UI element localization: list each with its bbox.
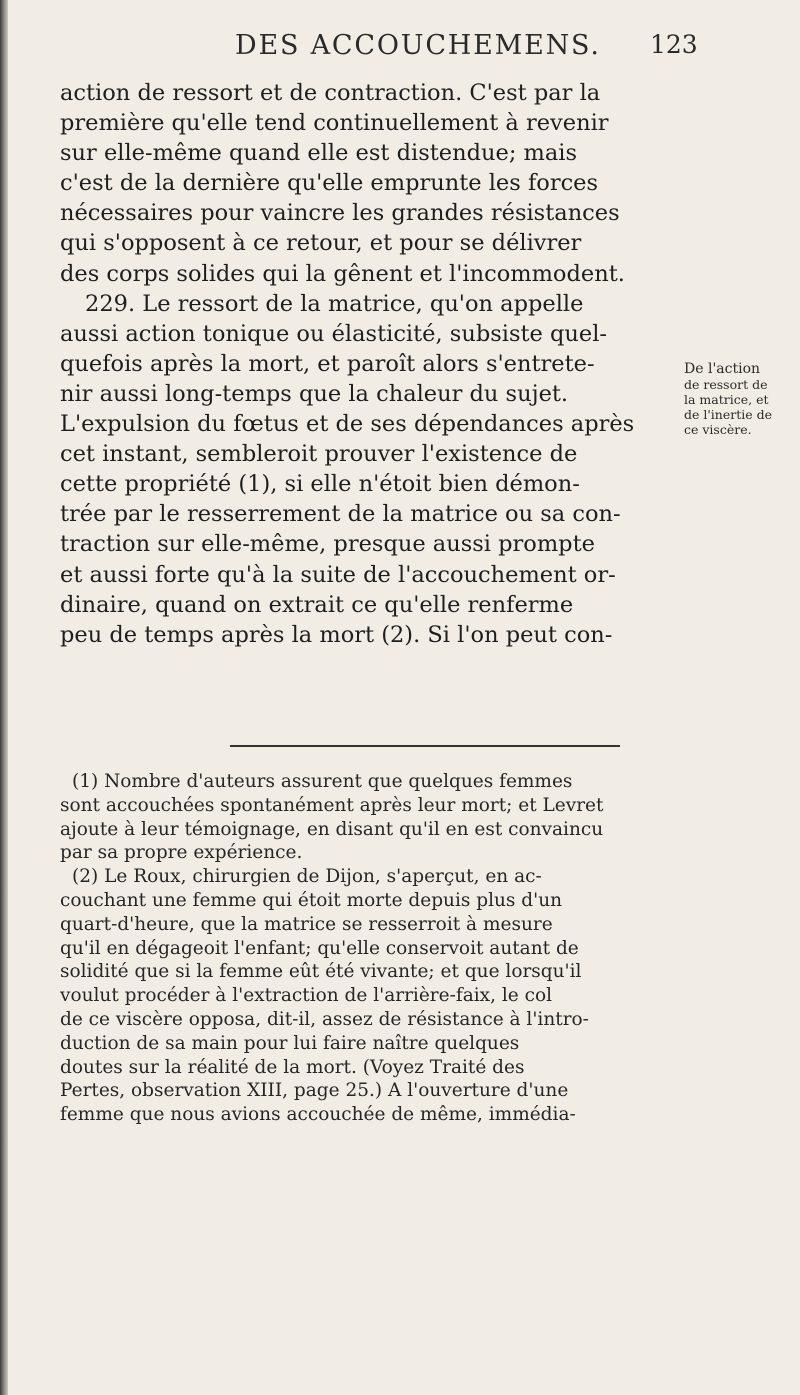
text-line: cet instant, sembleroit prouver l'existence de bbox=[60, 441, 578, 468]
text-line: quefois après la mort, et paroît alors s'entrete- bbox=[60, 350, 595, 377]
text-line: traction sur elle-même, presque aussi prompte bbox=[60, 531, 595, 558]
text-line: première qu'elle tend continuellement à revenir bbox=[60, 110, 609, 137]
footnote-line: solidité que si la femme eût été vivante; et que lorsqu'il bbox=[60, 961, 582, 983]
footnote-line: doutes sur la réalité de la mort. (Voyez Traité des bbox=[60, 1056, 525, 1078]
paragraph-229-start: 229. Le ressort de la matrice, qu'on appelle bbox=[85, 290, 584, 317]
margin-note-line: la matrice, et bbox=[684, 392, 769, 407]
footnote-line: ajoute à leur témoignage, en disant qu'il en est convaincu bbox=[60, 818, 604, 840]
footnote-line: quart-d'heure, que la matrice se resserroit à mesure bbox=[60, 913, 553, 935]
margin-note-line: de l'inertie de bbox=[684, 407, 773, 422]
text-line: peu de temps après la mort (2). Si l'on peut con- bbox=[60, 621, 613, 648]
text-line: aussi action tonique ou élasticité, subsiste quel- bbox=[60, 320, 608, 347]
text-line: sur elle-même quand elle est distendue; mais bbox=[60, 140, 578, 167]
margin-note bbox=[684, 362, 794, 437]
text-line: des corps solides qui la gênent et l'incommodent. bbox=[60, 260, 625, 287]
text-line: L'expulsion du fœtus et de ses dépendances après bbox=[60, 411, 635, 438]
footnote-1-start: (1) Nombre d'auteurs assurent que quelques femmes bbox=[72, 771, 573, 792]
text-line: nécessaires pour vaincre les grandes résistances bbox=[60, 200, 620, 227]
footnotes bbox=[60, 770, 672, 1127]
text-line: action de ressort et de contraction. C'est par la bbox=[60, 80, 601, 106]
footnote-line: duction de sa main pour lui faire naître quelques bbox=[60, 1032, 520, 1054]
margin-note-line: de ressort de bbox=[684, 377, 768, 392]
text-line: nir aussi long-temps que la chaleur du sujet. bbox=[60, 380, 569, 407]
footnote-line: qu'il en dégageoit l'enfant; qu'elle conservoit autant de bbox=[60, 937, 579, 959]
footnote-line: voulut procéder à l'extraction de l'arrière-faix, le col bbox=[60, 985, 552, 1007]
text-line: c'est de la dernière qu'elle emprunte les forces bbox=[60, 170, 599, 197]
text-line: qui s'opposent à ce retour, et pour se délivrer bbox=[60, 230, 582, 257]
text-line: et aussi forte qu'à la suite de l'accouchement or- bbox=[60, 561, 616, 588]
page-binding-edge bbox=[0, 0, 8, 1395]
page-number: 123 bbox=[650, 30, 698, 59]
footnote-divider bbox=[230, 745, 620, 747]
footnote-line: par sa propre expérience. bbox=[60, 842, 303, 864]
margin-note-line: De l'action bbox=[684, 361, 761, 377]
footnote-line: Pertes, observation XIII, page 25.) A l'ouverture d'une bbox=[60, 1080, 569, 1102]
footnote-2-start: (2) Le Roux, chirurgien de Dijon, s'aperçut, en ac- bbox=[72, 866, 542, 888]
text-line: dinaire, quand on extrait ce qu'elle renferme bbox=[60, 591, 574, 618]
footnote-line: femme que nous avions accouchée de même, immédia- bbox=[60, 1104, 576, 1126]
running-title: DES ACCOUCHEMENS. bbox=[235, 30, 601, 61]
main-text bbox=[60, 78, 670, 650]
footnote-line: sont accouchées spontanément après leur mort; et Levret bbox=[60, 794, 604, 816]
text-line: trée par le resserrement de la matrice ou sa con- bbox=[60, 501, 621, 528]
footnote-line: de ce viscère opposa, dit-il, assez de résistance à l'intro- bbox=[60, 1008, 589, 1030]
margin-note-line: ce viscère. bbox=[684, 422, 752, 437]
footnote-line: couchant une femme qui étoit morte depuis plus d'un bbox=[60, 889, 563, 911]
text-line: cette propriété (1), si elle n'étoit bien démon- bbox=[60, 471, 580, 498]
